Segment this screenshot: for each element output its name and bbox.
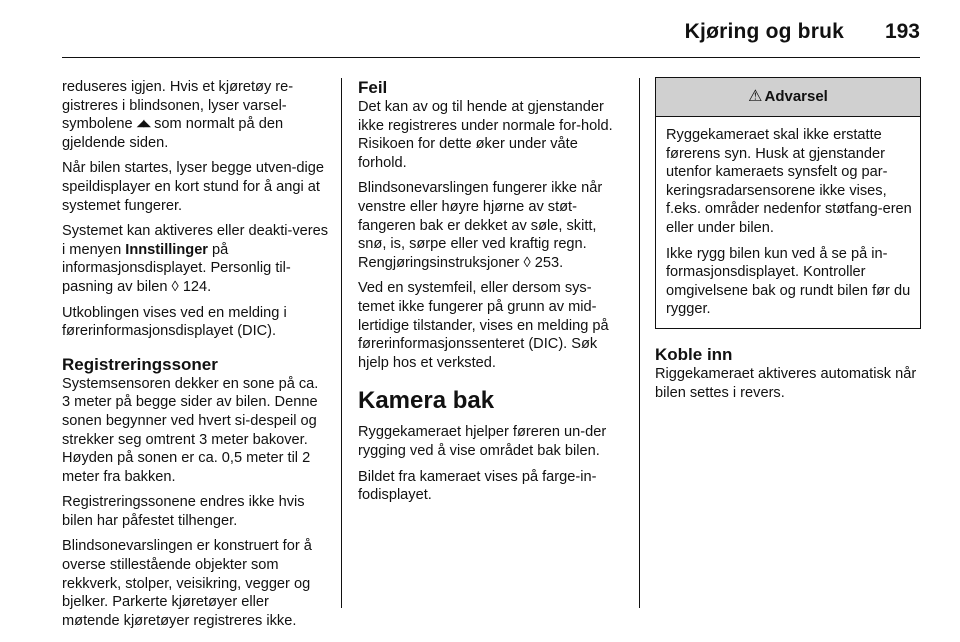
paragraph: Når bilen startes, lyser begge utven-dige speildisplayer en kort stund for å angi at systemet fungerer. xyxy=(62,160,325,214)
menu-name: Innstillinger xyxy=(125,241,208,258)
column-divider-2 xyxy=(639,78,640,608)
warning-box xyxy=(655,77,921,329)
paragraph: reduseres igjen. Hvis et kjøretøy re-gistreres i blindsonen, lyser varsel-symbolene ◢◣ som normalt på den gjeldende siden. xyxy=(62,79,294,151)
column-3 xyxy=(655,78,921,409)
paragraph: Blindsonevarslingen fungerer ikke når venstre eller høyre hjørne av støt-fangeren bak er dekket av søle, skitt, snø, is, sørpe eller ved kraftig regn. Rengjøringsinstruksjoner ◊ 253. xyxy=(358,180,603,271)
warning-icon: ⚠ xyxy=(748,88,763,105)
page-reference: ◊ 124. xyxy=(171,278,212,295)
paragraph: Ikke rygg bilen kun ved å se på in-formasjonsdisplayet. Kontroller omgivelsene bak og rundt bilen før du rygger. xyxy=(666,245,911,318)
paragraph: Ved en systemfeil, eller dersom sys-temet ikke fungerer på grunn av mid-lertidige tilstander, vises en melding på førerinformasjonssenteret (DIC). Søk hjelp hos et verksted. xyxy=(358,280,609,371)
page-number: 193 xyxy=(884,20,920,43)
paragraph: Utkoblingen vises ved en melding i førerinformasjonsdisplayet (DIC). xyxy=(62,304,287,340)
paragraph: Det kan av og til hende at gjenstander ikke registreres under normale for-hold. Risikoen for dette øker under våte forhold. xyxy=(358,99,613,171)
warning-body xyxy=(656,117,920,328)
column-2 xyxy=(358,78,626,512)
paragraph: Blindsonevarslingen er konstruert for å overse stillestående objekter som rekkverk, stolper, veisikring, vegger og bjelker. Parkerte kjøretøyer eller møtende kjøretøyer registreres ikke. xyxy=(62,538,312,629)
subheading-feil: Feil xyxy=(358,78,388,97)
header-rule xyxy=(62,57,920,58)
paragraph: Systemsensoren dekker en sone på ca. 3 meter på begge sider av bilen. Denne sonen begynner ved hvert si-despeil og strekker seg omtrent 3 meter bakover. Høyden på sonen er ca. 0,5 meter til 2 meter fra bakken. xyxy=(62,375,319,485)
section-heading-kamera-bak: Kamera bak xyxy=(358,387,495,415)
page-header xyxy=(62,20,920,56)
blind-spot-icon: ◢◣ xyxy=(136,118,151,130)
paragraph: Registreringssonene endres ikke hvis bilen har påfestet tilhenger. xyxy=(62,494,305,529)
paragraph: Ryggekameraet skal ikke erstatte førerens syn. Husk at gjenstander utenfor kameraets synsfelt og par-keringsradarsensorene ikke vises, f.eks. områder nedenfor støtfang-eren eller under bilen. xyxy=(666,127,912,236)
warning-header xyxy=(656,78,920,117)
page-reference: ◊ 253. xyxy=(523,254,564,271)
running-title: Kjøring og bruk xyxy=(684,20,844,43)
column-1 xyxy=(62,78,330,637)
paragraph: Ryggekameraet hjelper føreren un-der rygging ved å vise området bak bilen. xyxy=(358,424,607,459)
paragraph: Systemet kan aktiveres eller deakti-veres i menyen Innstillinger på informasjonsdisplayet. Personlig til-pasning av bilen ◊ 124. xyxy=(62,223,329,295)
paragraph: Riggekameraet aktiveres automatisk når bilen settes i revers. xyxy=(655,365,917,401)
column-divider-1 xyxy=(341,78,342,608)
warning-title: Advarsel xyxy=(764,88,828,105)
subheading-registreringssoner: Registreringssoner xyxy=(62,354,218,374)
paragraph: Bildet fra kameraet vises på farge-in-fodisplayet. xyxy=(358,468,597,504)
subheading-koble-inn: Koble inn xyxy=(655,344,733,364)
